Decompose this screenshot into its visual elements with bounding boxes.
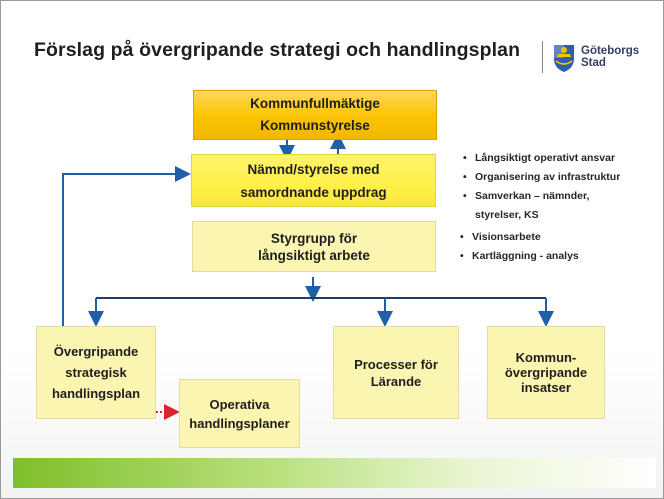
box-og-line3: handlingsplan [51,386,141,401]
box-ko-line3: insatser [521,380,571,395]
bullet-text: Organisering av infrastruktur [475,171,621,183]
bullet-item [463,171,620,183]
box-ko-line2: övergripande [504,365,588,380]
box-styrgrupp-line1: Styrgrupp för [270,230,358,246]
box-op-line1: Operativa [209,396,270,412]
box-kf-line2: Kommunstyrelse [260,118,370,133]
bullet-item [463,190,589,202]
logo-line1: Göteborgs [581,45,640,57]
box-og-line2: strategisk [65,365,127,380]
bullet-continuation [475,209,539,221]
bullet-text: Kartläggning - analys [472,250,579,262]
box-processer-for-larande [333,326,459,419]
bullet-text: Samverkan – nämnder, [475,190,590,202]
box-kommunovergripande-insatser [487,326,605,419]
footer-band [13,458,656,488]
box-ko-line1: Kommun- [515,350,577,365]
box-operativa-handlingsplaner [179,379,300,448]
bullet-item [460,250,579,262]
bullet-item [463,152,615,164]
bullet-icon: • [460,231,464,243]
bullet-text: Långsiktigt operativt ansvar [475,152,616,164]
bullet-text: styrelser, KS [475,209,539,221]
box-namnd-line2: samordnande uppdrag [240,184,387,200]
box-og-line1: Övergripande [53,344,139,359]
bullet-icon: • [463,171,467,183]
box-pr-line2: Lärande [370,373,422,389]
bullet-item [460,231,541,243]
bullet-icon: • [463,190,467,202]
box-namnd-styrelse [191,154,436,207]
slide-title: Förslag på övergripande strategi och handlingsplan [34,39,521,61]
box-styrgrupp-line2: långsiktigt arbete [258,247,370,263]
box-op-line2: handlingsplaner [189,415,290,431]
box-namnd-line1: Nämnd/styrelse med [247,161,380,177]
bullet-icon: • [463,152,467,164]
arrow-feedback [63,174,183,326]
box-kf-line1: Kommunfullmäktige [250,96,380,111]
logo-line2: Stad [581,57,606,69]
box-pr-line1: Processer för [354,356,438,372]
box-overgripande-strategisk-handlingsplan [36,326,156,419]
bullet-text: Visionsarbete [472,231,541,243]
bullet-icon: • [460,250,464,262]
box-styrgrupp [192,221,436,272]
box-kommunfullmaktige [193,90,437,140]
